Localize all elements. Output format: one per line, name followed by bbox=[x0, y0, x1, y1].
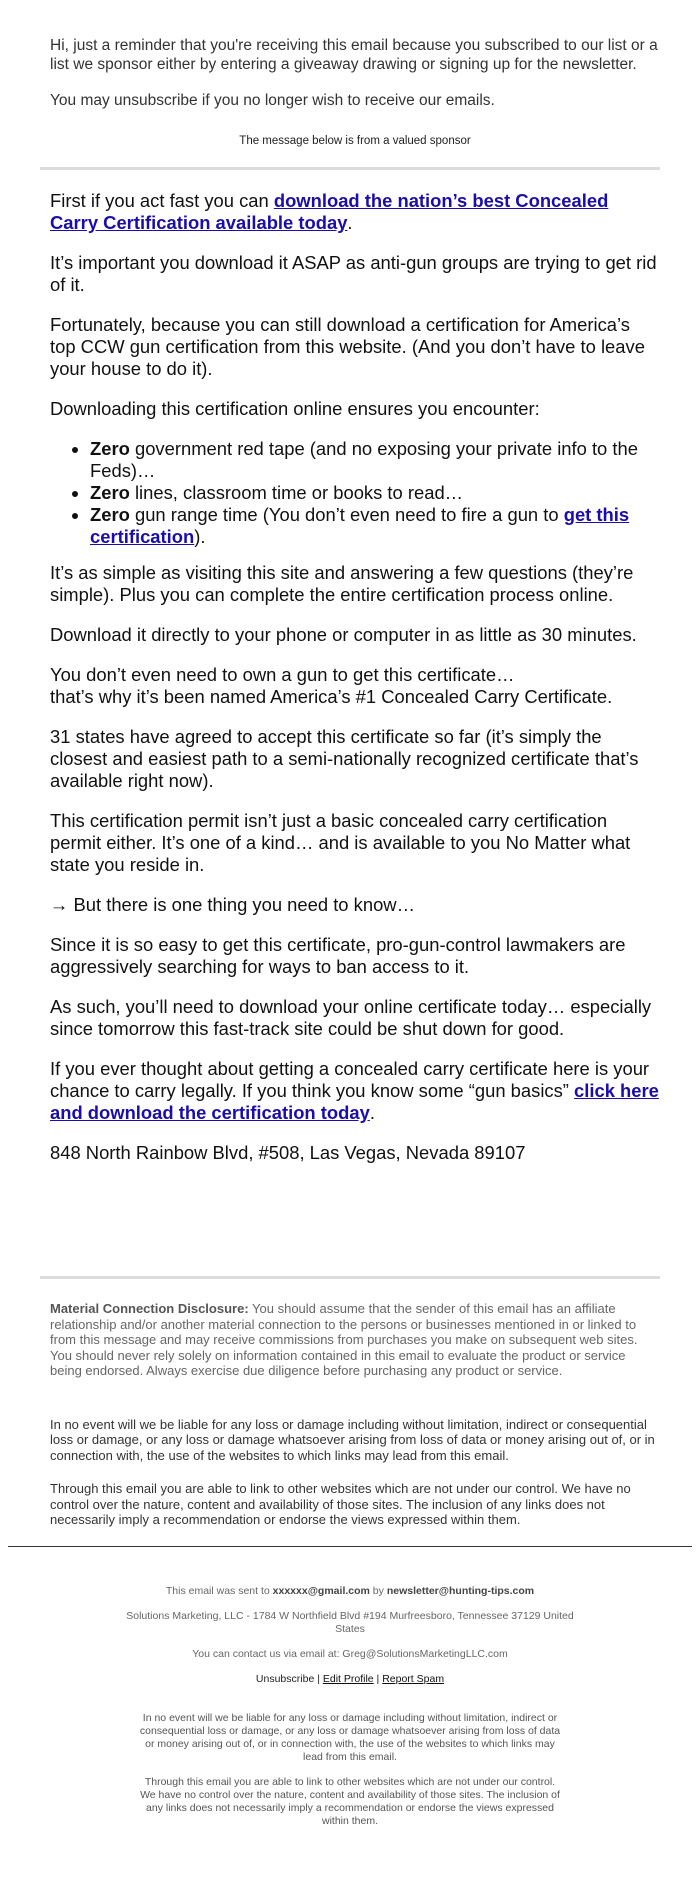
list-item: • Zero gun range time (You don’t even need to fire a gun to get this certification). bbox=[90, 504, 660, 548]
download-certification-cta-link[interactable]: click here and download the certification today bbox=[50, 1080, 659, 1123]
sponsor-message bbox=[0, 170, 700, 1164]
body-paragraph: This certification permit isn’t just a basic concealed carry certification permit either. It’s one of a kind… and is available to you No Matter what state you reside in. bbox=[50, 810, 631, 875]
external-links-paragraph: Through this email you are able to link to other websites which are not under our control. We have no control over the nature, content and availability of those sites. The inclusion of any links does not necessarily imply a recommendation or endorse the views expressed within them. bbox=[50, 1481, 631, 1527]
sender-email: newsletter@hunting-tips.com bbox=[386, 1584, 535, 1597]
footer-liability: In no event will we be liable for any loss or damage including without limitation, indirect or consequential loss or damage, or any loss or damage whatsoever arising from loss of data or money arising out of, or in connection with, the use of the websites to which links may lead from this email. bbox=[139, 1711, 561, 1763]
body-paragraph: Fortunately, because you can still download a certification for America’s top CCW gun certification from this website. (And you don’t have to leave your house to do it). bbox=[50, 314, 645, 379]
company-address: Solutions Marketing, LLC - 1784 W Northfield Blvd #194 Murfreesboro, Tennessee 37129 United States bbox=[126, 1609, 574, 1635]
liability-paragraph: In no event will we be liable for any loss or damage including without limitation, indirect or consequential loss or damage, or any loss or damage whatsoever arising from loss of data or money arising out of, or in connection with, the use of the websites to which links may lead from this email. bbox=[50, 1416, 655, 1463]
unsubscribe-link[interactable]: Unsubscribe bbox=[255, 1672, 315, 1685]
footer bbox=[0, 1547, 700, 1828]
body-paragraph: If you ever thought about getting a concealed carry certificate here is your chance to carry legally. If you think you know some “gun basics” click here and download the certification today. bbox=[50, 1058, 659, 1123]
list-item: • Zero lines, classroom time or books to read… bbox=[90, 482, 660, 504]
disclosure-label: Material Connection Disclosure: bbox=[50, 1301, 249, 1316]
body-paragraph: 31 states have agreed to accept this certificate so far (it’s simply the closest and easiest path to a semi-nationally recognized certificate that’s available right now). bbox=[50, 726, 639, 791]
edit-profile-link[interactable]: Edit Profile bbox=[322, 1672, 374, 1685]
contact-line: You can contact us via email at: Greg@SolutionsMarketingLLC.com bbox=[192, 1647, 508, 1660]
body-paragraph: First if you act fast you can download the nation’s best Concealed Carry Certification available today. bbox=[50, 190, 609, 233]
intro-reminder: Hi, just a reminder that you're receiving this email because you subscribed to our list or a list we sponsor either by entering a giveaway drawing or signing up for the newsletter. bbox=[50, 37, 658, 73]
footer-links: Unsubscribe | Edit Profile | Report Spam bbox=[255, 1672, 445, 1685]
legal-section bbox=[0, 1417, 700, 1528]
sponsor-address: 848 North Rainbow Blvd, #508, Las Vegas, Nevada 89107 bbox=[50, 1142, 526, 1163]
body-paragraph: Downloading this certification online ensures you encounter: bbox=[50, 398, 540, 419]
body-paragraph: As such, you’ll need to download your online certificate today… especially since tomorrow this fast-track site could be shut down for good. bbox=[50, 996, 652, 1039]
body-paragraph: → But there is one thing you need to know… bbox=[50, 894, 415, 915]
report-spam-link[interactable]: Report Spam bbox=[382, 1672, 445, 1685]
footer-external-links: Through this email you are able to link to other websites which are not under our control. We have no control over the nature, content and availability of those sites. The inclusion of any links does not necessarily imply a recommendation or endorse the views expressed within them. bbox=[140, 1775, 560, 1827]
body-paragraph: It’s important you download it ASAP as anti-gun groups are trying to get rid of it. bbox=[50, 252, 657, 295]
intro-section bbox=[0, 0, 700, 151]
recipient-email: xxxxxx@gmail.com bbox=[272, 1584, 370, 1597]
list-item: • Zero government red tape (and no exposing your private info to the Feds)… bbox=[90, 438, 660, 482]
get-certification-link[interactable]: get this certification bbox=[90, 504, 630, 547]
sponsor-note: The message below is from a valued sponsor bbox=[239, 135, 471, 147]
body-paragraph: It’s as simple as visiting this site and answering a few questions (they’re simple). Plus you can complete the entire certification process online. bbox=[50, 562, 634, 605]
benefits-list bbox=[50, 438, 660, 548]
body-paragraph: Since it is so easy to get this certificate, pro-gun-control lawmakers are aggressively searching for ways to ban access to it. bbox=[50, 934, 626, 977]
intro-unsubscribe-note: You may unsubscribe if you no longer wish to receive our emails. bbox=[50, 92, 495, 109]
body-paragraph: Download it directly to your phone or computer in as little as 30 minutes. bbox=[50, 624, 637, 645]
download-certification-link[interactable]: download the nation’s best Concealed Carry Certification available today bbox=[50, 190, 609, 233]
material-disclosure: Material Connection Disclosure: You should assume that the sender of this email has an affiliate relationship and/or another material connection to the persons or businesses mentioned in or linked to from this message and may receive commissions from purchases you make on subsequent web sites. You should never rely solely on information contained in this email to evaluate the product or service being endorsed. Always exercise due diligence before purchasing any product or service. bbox=[50, 1301, 638, 1378]
sent-to-line: This email was sent to xxxxxx@gmail.com by newsletter@hunting-tips.com bbox=[165, 1584, 535, 1597]
body-paragraph: You don’t even need to own a gun to get this certificate… that’s why it’s been named America’s #1 Concealed Carry Certificate. bbox=[50, 664, 613, 707]
